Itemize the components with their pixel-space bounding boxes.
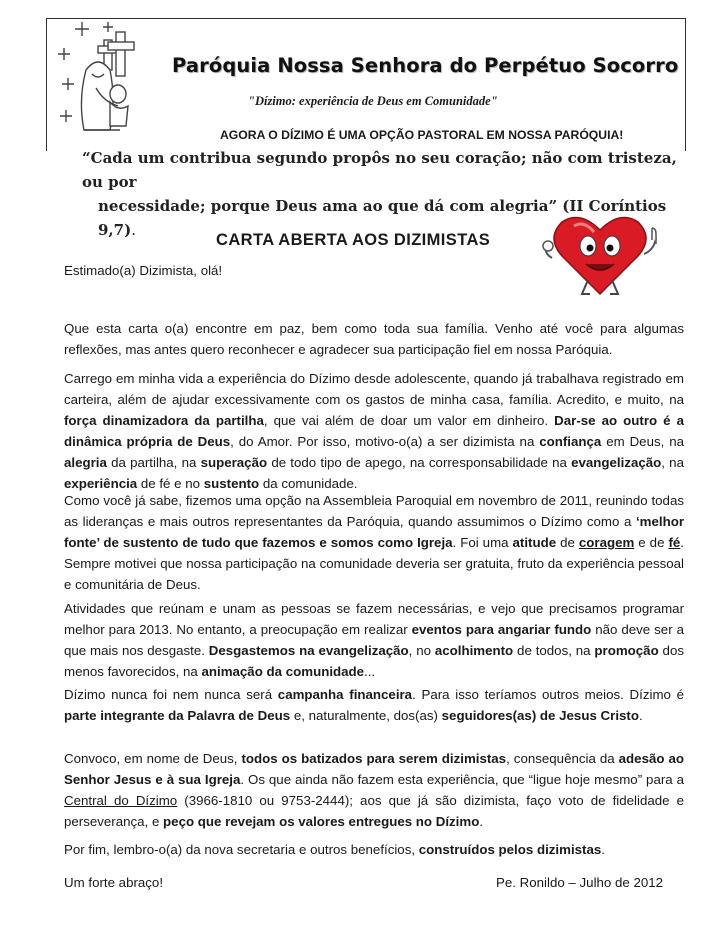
closing: Um forte abraço!: [64, 875, 164, 890]
letter-title: CARTA ABERTA AOS DIZIMISTAS: [216, 231, 491, 249]
paragraph-1: Que esta carta o(a) encontre em paz, bem como toda sua família. Venho até você para algumas reflexões, mas antes quero reconhecer e agradecer sua participação fiel em nossa Paróquia.: [64, 321, 684, 357]
verse-end: .: [131, 221, 136, 239]
paragraph-3: Como você já sabe, fizemos uma opção na Assembleia Paroquial em novembro de 2011, reunindo todas as lideranças e mais outros representantes da Paróquia, quando assumimos o Dízimo como a ‘melhor fonte’ de sustento de tudo que fazemos e somos como Igreja. Foi uma atitude de coragem e de fé. Sempre motivei que nossa participação na comunidade deveria ser gratuita, fruto da experiência pessoal e comunitária de Deus.: [64, 493, 684, 592]
verse-line-2: necessidade; porque Deus ama ao que dá com alegria” (II Coríntios 9,7): [98, 197, 667, 239]
paragraph-4: Atividades que reúnam e unam as pessoas se fazem necessárias, e vejo que precisamos programar melhor para 2013. No entanto, a preocupação em realizar eventos para angariar fundo não deve ser a que mais nos desgaste. Desgastemos na evangelização, no acolhimento de todos, na promoção dos menos favorecidos, na animação da comunidade...: [64, 601, 684, 679]
paragraph-7: Por fim, lembro-o(a) da nova secretaria e outros benefícios, construídos pelos dizimistas.: [64, 842, 605, 857]
announcement: AGORA O DÍZIMO É UMA OPÇÃO PASTORAL EM NOSSA PARÓQUIA!: [220, 128, 624, 142]
paragraph-5: Dízimo nunca foi nem nunca será campanha financeira. Para isso teríamos outros meios. Dízimo é parte integrante da Palavra de Deus e, naturalmente, dos(as) seguidores(as) de Jesus Cristo.: [64, 687, 685, 723]
parish-title: Paróquia Nossa Senhora do Perpétuo Socorro: [172, 54, 679, 77]
signature: Pe. Ronildo – Julho de 2012: [496, 875, 664, 890]
heart-mascot-image: [540, 210, 665, 298]
motto: "Dízimo: experiência de Deus em Comunidade": [248, 94, 498, 108]
verse-line-1: “Cada um contribua segundo propôs no seu coração; não com tristeza, ou por: [82, 149, 677, 191]
signoff: [64, 875, 684, 890]
greeting: Estimado(a) Dizimista, olá!: [64, 263, 223, 278]
paragraph-6: Convoco, em nome de Deus, todos os batizados para serem dizimistas, consequência da adesão ao Senhor Jesus e à sua Igreja. Os que ainda não fazem esta experiência, que “ligue hoje mesmo” para a Central do Dízimo (3966-1810 ou 9753-2444); aos que já são dizimista, faço voto de fidelidade e perseverança, e peço que revejam os valores entregues no Dízimo.: [64, 751, 685, 829]
parish-logo-image: [52, 18, 160, 136]
paragraph-2: Carrego em minha vida a experiência do Dízimo desde adolescente, quando já trabalhava registrado em carteira, além de ajudar excessivamente com os gastos de minha casa, família. Acredito, e muito, na força dinamizadora da partilha, que vai além de doar um valor em dinheiro. Dar-se ao outro é a dinâmica própria de Deus, do Amor. Por isso, motivo-o(a) a ser dizimista na confiança em Deus, na alegria da partilha, na superação de todo tipo de apego, na corresponsabilidade na evangelização, na experiência de fé e no sustento da comunidade.: [64, 371, 684, 491]
